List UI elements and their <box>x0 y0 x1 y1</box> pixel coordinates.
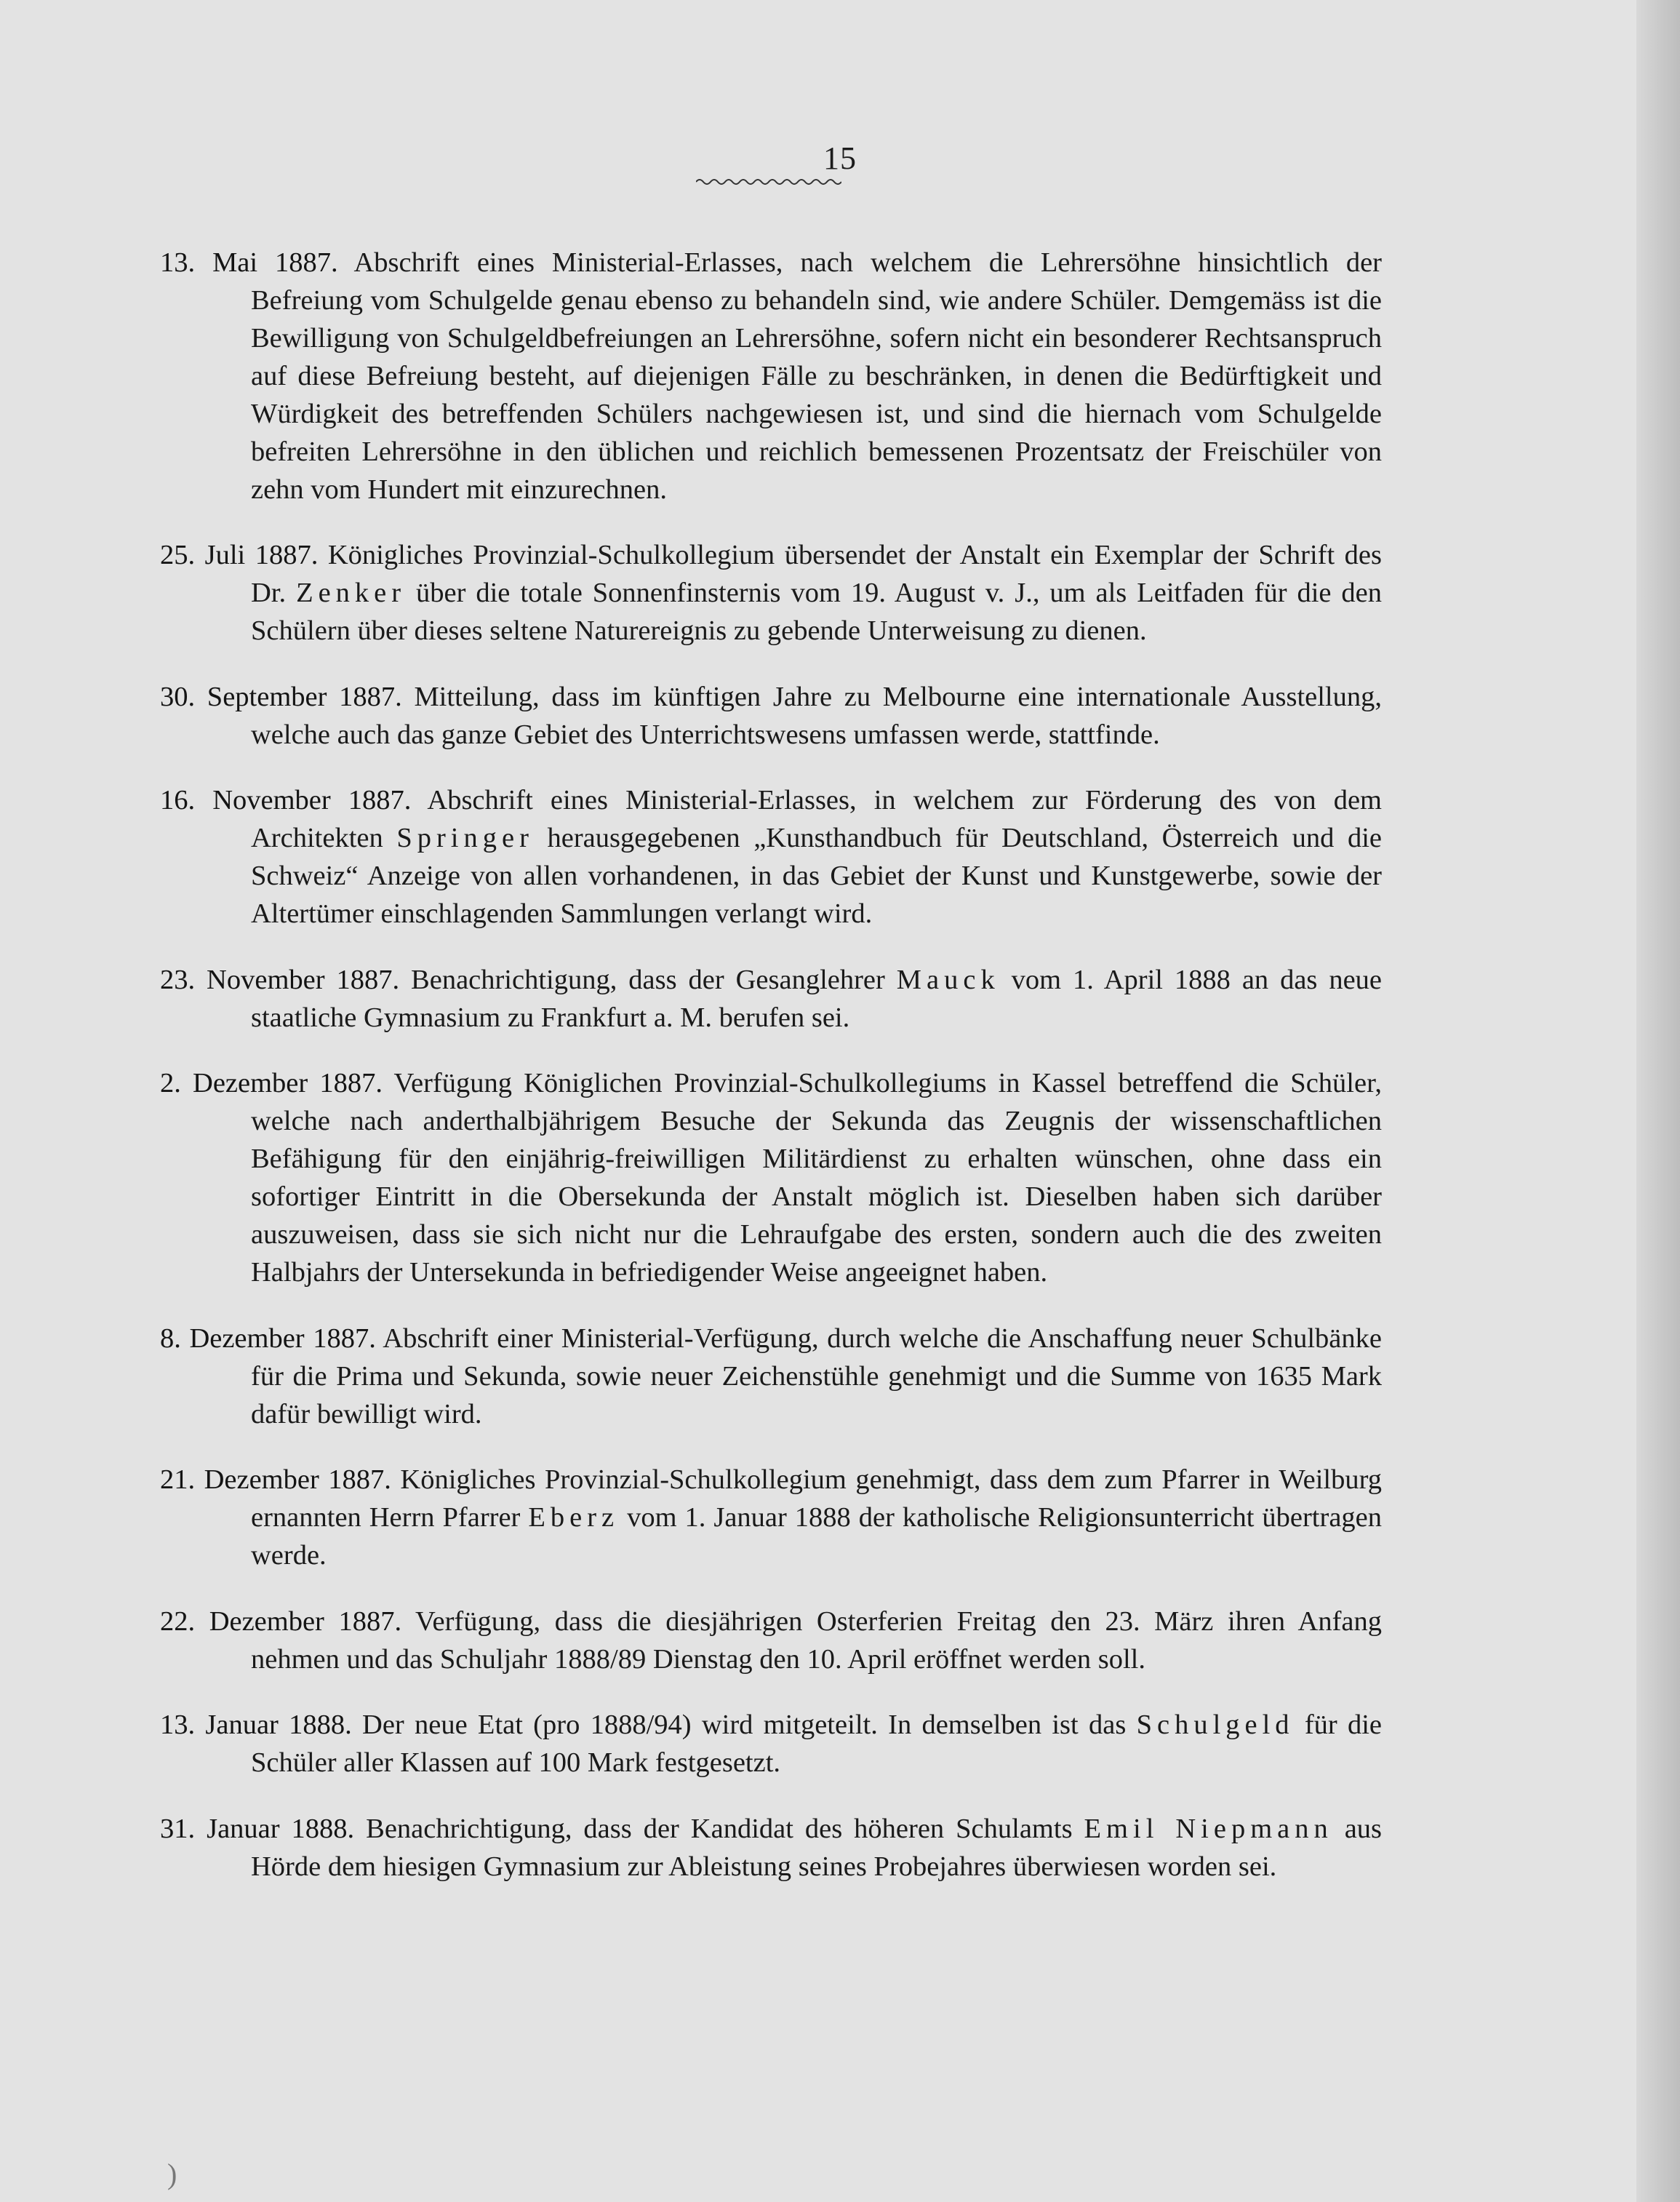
entry-date: 23. November 1887. <box>160 964 400 995</box>
chronicle-entries <box>160 215 1382 1894</box>
entry-text: Abschrift eines Ministerial-Erlasses, nach welchem die Lehrersöhne hinsichtlich der Befreiung vom Schulgelde genau ebenso zu behandeln sind, wie andere Schüler. Demgemäss ist die Bewilligung von Schulgeldbefreiungen an Lehrersöhne, sofern nicht ein besonderer Rechtsanspruch auf diese Befreiung besteht, auf diejenigen Fälle zu beschränken, in denen die Bedürftigkeit und Würdigkeit des betreffenden Schülers nachgewiesen ist, und sind die hiernach vom Schulgelde befreiten Lehrersöhne in den üblichen und reichlich bemessenen Prozentsatz der Freischüler von zehn vom Hundert mit einzurechnen. <box>251 247 1382 505</box>
page-edge-shadow <box>1636 0 1680 2202</box>
entry-date: 31. Januar 1888. <box>160 1813 355 1844</box>
entry-text: Verfügung Königlichen Provinzial-Schulkollegiums in Kassel betreffend die Schüler, welche nach anderthalbjährigem Besuche der Sekunda das Zeugnis der wissenschaftlichen Befähigung für den einjährig-freiwilligen Militärdienst zu erhalten wünschen, ohne dass ein sofortiger Eintritt in die Obersekunda der Anstalt möglich ist. Dieselben haben sich darüber auszuweisen, dass sie sich nicht nur die Lehraufgabe des ersten, sondern auch die des zweiten Halbjahrs der Untersekunda in befriedigender Weise angeeignet haben. <box>251 1068 1383 1288</box>
entry-1887-05-13 <box>160 244 1382 508</box>
page-header <box>0 140 1680 177</box>
entry-date: 16. November 1887. <box>160 785 412 815</box>
entry-1887-11-23 <box>160 961 1382 1037</box>
entry-text: Königliches Provinzial-Schulkollegium genehmigt, dass dem zum Pfarrer in Weilburg ernannten Herrn Pfarrer <box>251 1464 1382 1533</box>
entry-text-continued: aus Hörde dem hiesigen Gymnasium zur Ableistung seines Probejahres überwiesen worden sei. <box>251 1813 1383 1882</box>
entry-text-continued: herausgegebenen „Kunsthandbuch für Deutschland, Österreich und die Schweiz“ Anzeige von allen vorhandenen, in das Gebiet der Kunst und Kunstgewerbe, sowie der Altertümer einschlagenden Sammlungen verlangt wird. <box>251 823 1382 929</box>
entry-date: 8. Dezember 1887. <box>160 1323 376 1354</box>
entry-1887-12-21 <box>160 1461 1382 1574</box>
entry-1887-07-25 <box>160 536 1382 650</box>
page-number: 15 <box>823 140 857 176</box>
entry-date: 21. Dezember 1887. <box>160 1464 391 1495</box>
entry-date: 22. Dezember 1887. <box>160 1605 402 1637</box>
entry-1888-01-31 <box>160 1810 1382 1886</box>
entry-date: 30. September 1887. <box>160 681 402 712</box>
entry-text: Abschrift eines Ministerial-Erlasses, in welchem zur Förderung des von dem Architekten <box>251 785 1382 853</box>
entry-text: Abschrift einer Ministerial-Verfügung, durch welche die Anschaffung neuer Schulbänke für die Prima und Sekunda, sowie neuer Zeichenstühle genehmigt und die Summe von 1635 Mark dafür bewilligt wird. <box>251 1323 1382 1429</box>
margin-mark: ) <box>167 2158 177 2190</box>
entry-1887-12-22 <box>160 1603 1382 1678</box>
emphasized-term: Schulgeld <box>1136 1710 1295 1740</box>
entry-1887-12-08 <box>160 1320 1382 1433</box>
entry-text: Mitteilung, dass im künftigen Jahre zu Melbourne eine internationale Ausstellung, welche auch das ganze Gebiet des Unterrichtswesens umfassen werde, stattfinde. <box>251 681 1383 750</box>
entry-date: 13. Januar 1888. <box>160 1710 352 1740</box>
entry-date: 13. Mai 1887. <box>160 247 338 278</box>
entry-text: Benachrichtigung, dass der Gesanglehrer <box>411 964 885 995</box>
entry-1887-09-30 <box>160 678 1382 754</box>
person-name: Emil Niepmann <box>1084 1813 1333 1844</box>
person-name: Eberz <box>528 1502 620 1533</box>
entry-text: Benachrichtigung, dass der Kandidat des höheren Schulamts <box>366 1813 1073 1844</box>
person-name: Mauck <box>896 964 1000 995</box>
person-name: Springer <box>396 823 534 853</box>
entry-1887-11-16 <box>160 781 1382 933</box>
wavy-rule-ornament <box>696 177 841 186</box>
entry-text: Verfügung, dass die diesjährigen Osterferien Freitag den 23. März ihren Anfang nehmen und das Schuljahr 1888/89 Dienstag den 10. April eröffnet werden soll. <box>251 1605 1382 1675</box>
entry-text-continued: über die totale Sonnenfinsternis vom 19. August v. J., um als Leitfaden für die den Schülern über dieses seltene Naturereignis zu gebende Unterweisung zu dienen. <box>251 578 1383 646</box>
entry-date: 2. Dezember 1887. <box>160 1068 383 1098</box>
entry-text: Königliches Provinzial-Schulkollegium übersendet der Anstalt ein Exemplar der Schrift des Dr. <box>251 540 1382 608</box>
entry-text-continued: für die Schüler aller Klassen auf 100 Mark festgesetzt. <box>251 1710 1383 1778</box>
entry-text-continued: vom 1. April 1888 an das neue staatliche Gymnasium zu Frankfurt a. M. berufen sei. <box>251 964 1383 1033</box>
entry-text-continued: vom 1. Januar 1888 der katholische Religionsunterricht übertragen werde. <box>251 1502 1382 1571</box>
entry-date: 25. Juli 1887. <box>160 540 319 570</box>
entry-1888-01-13 <box>160 1706 1382 1782</box>
entry-1887-12-02 <box>160 1064 1382 1291</box>
entry-text: Der neue Etat (pro 1888/94) wird mitgeteilt. In demselben ist das <box>362 1710 1127 1740</box>
person-name: Zenker <box>296 578 407 608</box>
